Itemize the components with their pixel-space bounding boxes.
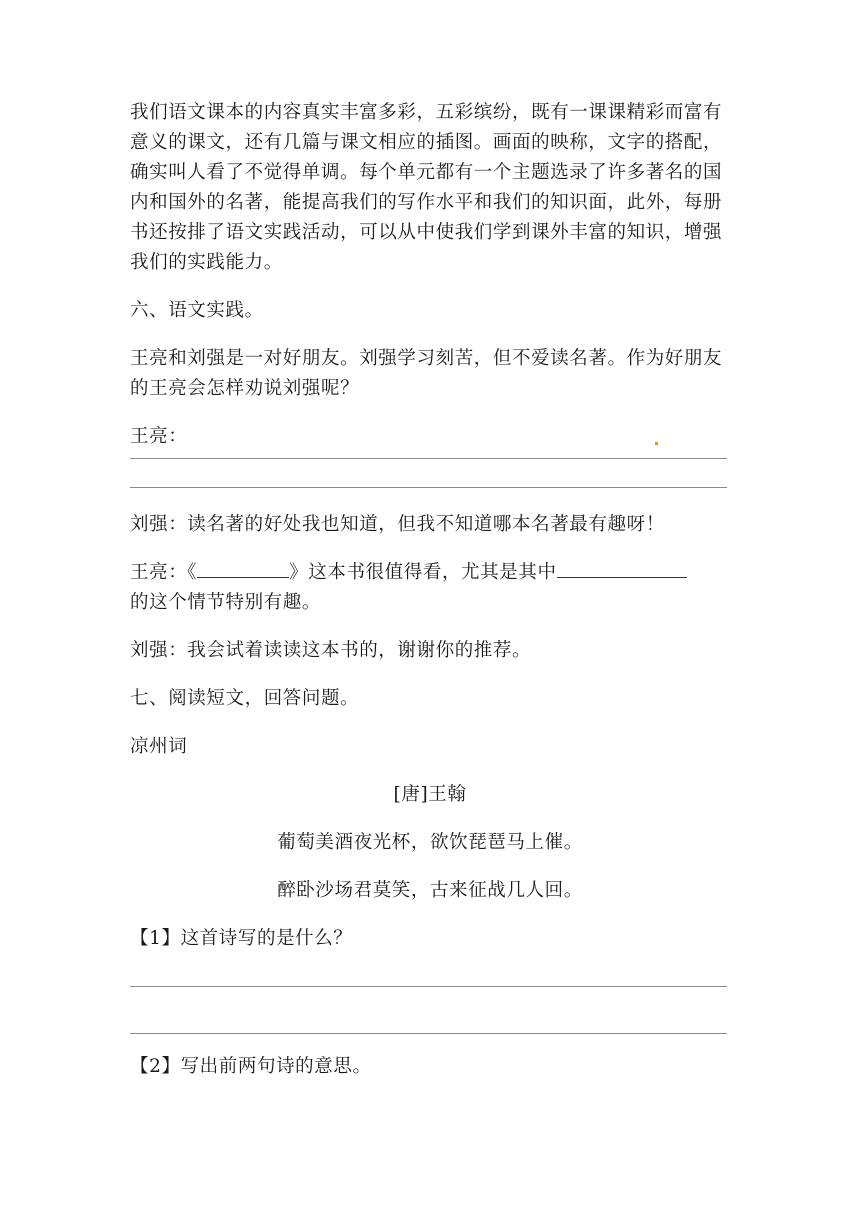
section-6-prompt: 王亮和刘强是一对好朋友。刘强学习刻苦，但不爱读名著。作为好朋友的王亮会怎样劝说刘强呢？ xyxy=(130,348,723,399)
recommendation-end: 的这个情节特别有趣。 xyxy=(130,592,322,613)
poem-verse-1: 葡萄美酒夜光杯，欲饮琵琶马上催。 xyxy=(277,832,583,853)
plot-blank[interactable] xyxy=(557,559,687,578)
poem-title: 凉州词 xyxy=(130,736,188,757)
question-1: 【1】这首诗写的是什么？ xyxy=(130,928,353,949)
wang-liang-recommendation xyxy=(130,558,730,618)
book-title-blank[interactable] xyxy=(197,559,289,578)
question-2: 【2】写出前两句诗的意思。 xyxy=(130,1056,372,1077)
liu-qiang-line: 刘强：读名著的好处我也知道，但我不知道哪本名著最有趣呀！ xyxy=(130,514,665,535)
section-7-heading: 七、阅读短文，回答问题。 xyxy=(130,688,360,709)
stray-mark xyxy=(655,442,658,445)
poem-author: [唐]王翰 xyxy=(393,784,467,805)
document-body xyxy=(130,98,730,1082)
wang-liang-line: 王亮： xyxy=(130,426,188,447)
recommendation-start: 王亮：《 xyxy=(130,562,198,583)
liu-qiang-reply: 刘强：我会试着读读这本书的，谢谢你的推荐。 xyxy=(130,640,532,661)
section-6-heading: 六、语文实践。 xyxy=(130,300,264,321)
recommendation-middle: 》这本书很值得看，尤其是其中 xyxy=(289,562,557,583)
intro-paragraph: 我们语文课本的内容真实丰富多彩，五彩缤纷，既有一课课精彩而富有意义的课文，还有几篇与课文相应的插图。画面的映称，文字的搭配，确实叫人看了不觉得单调。每个单元都有一个主题选录了许多著名的国内和国外的名著，能提高我们的写作水平和我们的知识面，此外，每册书还按排了语文实践活动，可以从中使我们学到课外丰富的知识，增强我们的实践能力。 xyxy=(130,102,723,273)
poem-verse-2: 醉卧沙场君莫笑，古来征战几人回。 xyxy=(277,880,583,901)
